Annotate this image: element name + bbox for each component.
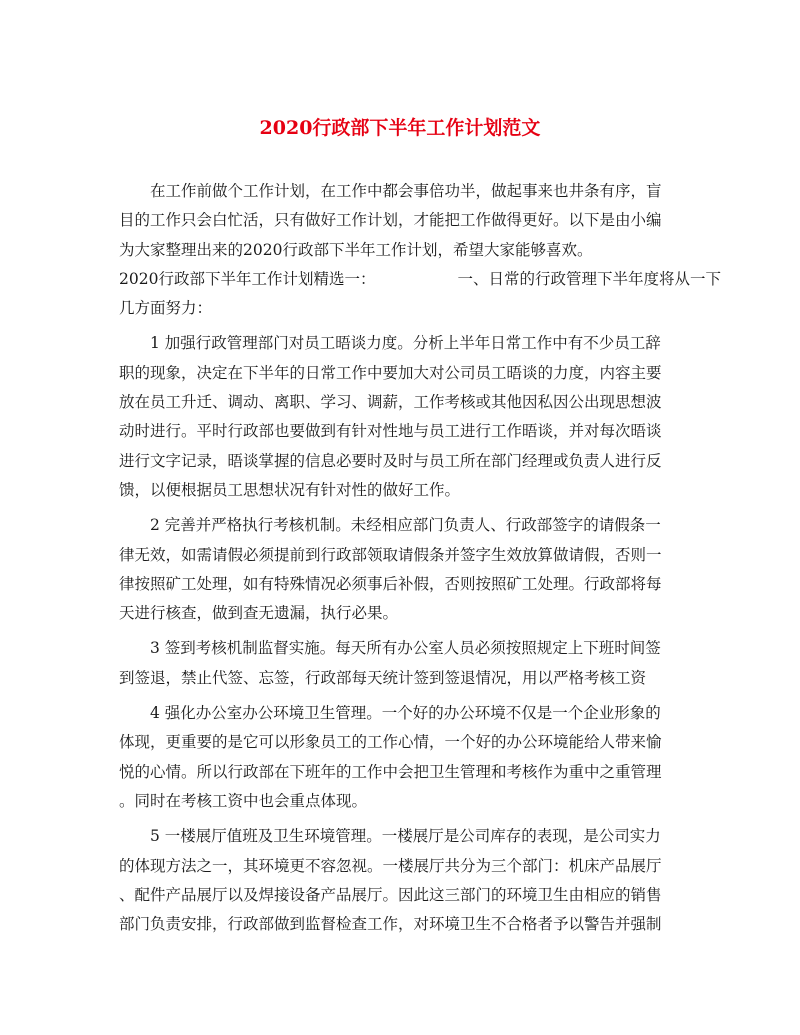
document-title: 2020行政部下半年工作计划范文: [259, 117, 541, 139]
paragraph-line: 目的工作只会白忙活，只有做好工作计划，才能把工作做得更好。以下是由小编: [119, 211, 662, 230]
plan-item-4: [119, 699, 685, 816]
paragraph-line: 放在员工升迁、调动、离职、学习、调薪，工作考核或其他因私因公出现思想波: [119, 393, 662, 412]
paragraph-line: 天进行核查，做到查无遗漏，执行必果。: [119, 604, 399, 623]
paragraph-line: 4 强化办公室办公环境卫生管理。一个好的办公环境不仅是一个企业形象的: [150, 704, 661, 723]
paragraph-line: 职的现象，决定在下半年的日常工作中要加大对公司员工晤谈的力度，内容主要: [119, 363, 662, 382]
paragraph-line: 在工作前做个工作计划，在工作中都会事倍功半，做起事来也井条有序，盲: [150, 182, 662, 200]
plan-item-2: [119, 511, 685, 628]
paragraph-line: 体现，更重要的是它可以形象员工的工作心情，一个好的办公环境能给人带来愉: [119, 733, 662, 752]
paragraph-line: 、配件产品展厅以及焊接设备产品展厅。因此这三部门的环境卫生由相应的销售: [119, 885, 662, 904]
paragraph-line: 3 签到考核机制监督实施。每天所有办公室人员必须按照规定上下班时间签: [150, 639, 661, 658]
paragraph-line: 部门负责安排，行政部做到监督检查工作，对环境卫生不合格者予以警告并强制: [119, 915, 662, 934]
paragraph-line: 动时进行。平时行政部也要做到有针对性地与员工进行工作晤谈，并对每次晤谈: [119, 422, 662, 441]
paragraph-line: 为大家整理出来的2020行政部下半年工作计划，希望大家能够喜欢。: [119, 240, 593, 259]
paragraph-line: 律按照矿工处理，如有特殊情况必须事后补假，否则按照矿工处理。行政部将每: [119, 574, 662, 593]
paragraph-line: 的体现方法之一，其环境更不容忽视。一楼展厅共分为三个部门：机床产品展厅: [119, 856, 662, 875]
intro-paragraph: [119, 177, 685, 265]
selection-heading-line2: 几方面努力：: [119, 299, 213, 318]
paragraph-line: 1 加强行政管理部门对员工晤谈力度。分析上半年日常工作中有不少员工辞: [150, 334, 661, 353]
selection-heading-right: 一、日常的行政管理下半年度将从一下: [457, 269, 721, 288]
plan-item-5: [119, 822, 685, 939]
paragraph-line: 进行文字记录，晤谈掌握的信息必要时及时与员工所在部门经理或负责人进行反: [119, 451, 662, 470]
paragraph-line: 。同时在考核工资中也会重点体现。: [119, 791, 368, 810]
selection-heading: [119, 265, 721, 324]
selection-heading-left: 2020行政部下半年工作计划精选一：: [119, 269, 376, 288]
selection-heading-line: [119, 265, 721, 294]
paragraph-line: 5 一楼展厅值班及卫生环境管理。一楼展厅是公司库存的表现，是公司实力: [150, 827, 661, 846]
paragraph-line: 律无效，如需请假必须提前到行政部领取请假条并签字生效放算做请假，否则一: [119, 545, 662, 564]
plan-item-1: [119, 329, 685, 505]
plan-item-3: [119, 634, 685, 693]
document-body: [119, 177, 721, 939]
paragraph-line: 2 完善并严格执行考核机制。未经相应部门负责人、行政部签字的请假条一: [150, 516, 661, 535]
paragraph-line: 到签退，禁止代签、忘签，行政部每天统计签到签退情况，用以严格考核工资: [119, 668, 647, 687]
paragraph-line: 馈，以便根据员工思想状况有针对性的做好工作。: [119, 480, 461, 499]
paragraph-line: 悦的心情。所以行政部在下班年的工作中会把卫生管理和考核作为重中之重管理: [119, 762, 662, 781]
